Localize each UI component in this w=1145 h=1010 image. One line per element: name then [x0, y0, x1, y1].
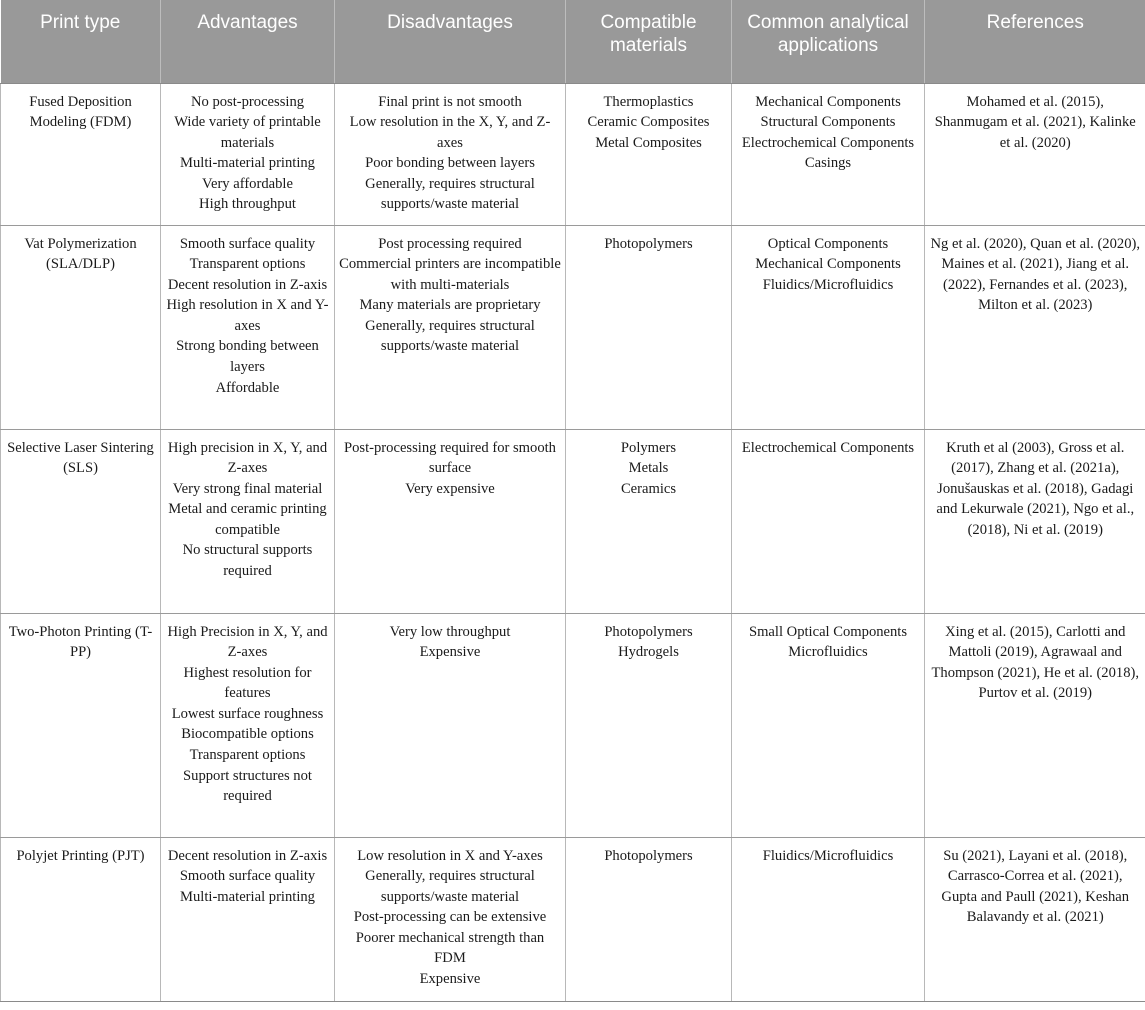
cell-applications-item: Casings: [804, 155, 852, 172]
cell-applications-item: Optical Components: [767, 235, 889, 252]
cell-advantages-item: Transparent options: [189, 747, 306, 764]
cell-disadvantages-item: Generally, requires structural supports/waste material: [365, 868, 535, 905]
cell-advantages-item: Multi-material printing: [180, 888, 315, 905]
table-header: [1, 0, 1145, 83]
cell-advantages-item: No structural supports required: [182, 542, 313, 580]
cell-applications-item: Fluidics/Microfluidics: [762, 847, 894, 864]
cell-materials-item: Photopolymers: [604, 235, 693, 252]
cell-materials-item: Ceramics: [620, 480, 677, 497]
header-disadvantages: Disadvantages: [335, 0, 566, 83]
cell-advantages-item: Smooth surface quality: [179, 868, 316, 885]
cell-advantages-item: High Precision in X, Y, and Z-axes: [167, 623, 328, 661]
cell-disadvantages-item: Post-processing required for smooth surface: [344, 439, 556, 477]
cell-applications-item: Mechanical Components: [755, 93, 901, 110]
cell-advantages-item: Highest resolution for features: [183, 664, 312, 702]
cell-advantages: [161, 83, 335, 225]
cell-advantages: [161, 837, 335, 1001]
table-row-fdm: [1, 83, 1145, 225]
cell-materials: [566, 613, 732, 837]
header-common-applications: Common analytical applications: [732, 0, 925, 83]
cell-advantages: [161, 225, 335, 429]
cell-print-type: Polyjet Printing (PJT): [1, 837, 161, 1001]
cell-applications: [732, 837, 925, 1001]
cell-advantages-item: Transparent options: [189, 256, 306, 273]
cell-disadvantages-item: Very low throughput: [389, 623, 511, 640]
table-row-two-photon: [1, 613, 1145, 837]
cell-disadvantages: [335, 83, 566, 225]
cell-references: Ng et al. (2020), Quan et al. (2020), Maines et al. (2021), Jiang et al. (2022), Fernandes et al. (2023), Milton et al. (2023): [925, 225, 1145, 429]
cell-disadvantages-item: Commercial printers are incompatible with multi-materials: [339, 256, 561, 293]
cell-disadvantages: [335, 225, 566, 429]
cell-advantages-item: Multi-material printing: [180, 155, 315, 172]
cell-advantages-item: No post-processing: [190, 93, 305, 110]
cell-references: Mohamed et al. (2015), Shanmugam et al. (2021), Kalinke et al. (2020): [925, 83, 1145, 225]
table-row-sls: [1, 429, 1145, 613]
cell-advantages-item: Strong bonding between layers: [176, 338, 319, 376]
cell-disadvantages-item: Generally, requires structural supports/waste material: [365, 175, 535, 213]
cell-applications: [732, 429, 925, 613]
cell-references: Su (2021), Layani et al. (2018), Carrasco-Correa et al. (2021), Gupta and Paull (2021), Keshan Balavandy et al. (2021): [925, 837, 1145, 1001]
cell-advantages-item: Very strong final material: [172, 480, 323, 497]
cell-disadvantages-item: Poorer mechanical strength than FDM: [355, 929, 545, 967]
cell-print-type: Fused Deposition Modeling (FDM): [1, 83, 161, 225]
header-print-type: Print type: [1, 0, 161, 83]
cell-disadvantages-item: Low resolution in X and Y-axes: [357, 847, 543, 864]
cell-advantages: [161, 613, 335, 837]
cell-applications: [732, 225, 925, 429]
cell-advantages-item: High precision in X, Y, and Z-axes: [167, 439, 328, 477]
header-compatible-materials: Compatible materials: [566, 0, 732, 83]
table-row-polyjet: [1, 837, 1145, 1001]
header-advantages: Advantages: [161, 0, 335, 83]
cell-materials: [566, 429, 732, 613]
cell-applications-item: Structural Components: [760, 114, 896, 131]
cell-references: Kruth et al (2003), Gross et al. (2017), Zhang et al. (2021a), Jonušauskas et al. (2018), Gadagi and Lekurwale (2021), Ngo et al., (2018), Ni et al. (2019): [925, 429, 1145, 613]
cell-materials-item: Metal Composites: [595, 134, 702, 151]
cell-disadvantages-item: Poor bonding between layers: [365, 155, 535, 172]
header-row: [1, 0, 1145, 83]
cell-print-type: Two-Photon Printing (T-PP): [1, 613, 161, 837]
cell-materials-item: Metals: [628, 460, 669, 477]
cell-disadvantages-item: Post processing required: [378, 235, 522, 252]
cell-disadvantages: [335, 837, 566, 1001]
cell-advantages-item: Metal and ceramic printing compatible: [168, 501, 327, 538]
cell-materials: [566, 837, 732, 1001]
cell-advantages-item: Biocompatible options: [181, 726, 314, 743]
cell-advantages-item: Wide variety of printable materials: [174, 114, 321, 151]
cell-materials: [566, 83, 732, 225]
cell-materials-item: Photopolymers: [604, 847, 693, 864]
cell-disadvantages: [335, 613, 566, 837]
cell-advantages-item: High throughput: [199, 196, 296, 213]
cell-references: Xing et al. (2015), Carlotti and Mattoli (2019), Agrawaal and Thompson (2021), He et al. (2018), Purtov et al. (2019): [925, 613, 1145, 837]
cell-print-type: Vat Polymerization (SLA/DLP): [1, 225, 161, 429]
cell-disadvantages-item: Post-processing can be extensive: [353, 909, 547, 926]
cell-disadvantages-item: Expensive: [419, 971, 481, 988]
cell-advantages-item: Decent resolution in Z-axis: [167, 847, 328, 864]
cell-advantages-item: Very affordable: [202, 175, 293, 192]
header-references: References: [925, 0, 1145, 83]
cell-advantages-item: Affordable: [215, 379, 280, 396]
cell-advantages-item: Support structures not required: [183, 767, 312, 805]
cell-materials-item: Photopolymers: [604, 623, 693, 640]
cell-advantages-item: Smooth surface quality: [179, 235, 316, 252]
cell-disadvantages-item: Low resolution in the X, Y, and Z-axes: [349, 114, 551, 151]
cell-print-type: Selective Laser Sintering (SLS): [1, 429, 161, 613]
cell-applications: [732, 83, 925, 225]
cell-applications-item: Small Optical Components: [748, 623, 908, 640]
cell-disadvantages-item: Very expensive: [405, 480, 495, 497]
cell-disadvantages-item: Final print is not smooth: [378, 93, 522, 110]
cell-applications-item: Microfluidics: [788, 644, 868, 661]
cell-materials-item: Thermoplastics: [603, 93, 694, 110]
cell-disadvantages-item: Generally, requires structural supports/waste material: [365, 317, 535, 355]
cell-applications: [732, 613, 925, 837]
cell-applications-item: Electrochemical Components: [741, 134, 915, 151]
table-body: [1, 83, 1145, 1001]
cell-advantages-item: Decent resolution in Z-axis: [167, 276, 328, 293]
cell-advantages-item: Lowest surface roughness: [171, 705, 324, 722]
cell-applications-item: Mechanical Components: [755, 256, 901, 273]
cell-disadvantages: [335, 429, 566, 613]
cell-disadvantages-item: Many materials are proprietary: [359, 297, 541, 314]
cell-materials-item: Hydrogels: [618, 644, 679, 661]
cell-materials-item: Ceramic Composites: [587, 114, 710, 131]
cell-applications-item: Fluidics/Microfluidics: [762, 276, 894, 293]
cell-applications-item: Electrochemical Components: [741, 439, 915, 456]
table-row-vat-polymerization: [1, 225, 1145, 429]
cell-advantages: [161, 429, 335, 613]
cell-disadvantages-item: Expensive: [419, 644, 481, 661]
cell-materials: [566, 225, 732, 429]
cell-materials-item: Polymers: [620, 439, 677, 456]
cell-advantages-item: High resolution in X and Y-axes: [166, 297, 329, 334]
